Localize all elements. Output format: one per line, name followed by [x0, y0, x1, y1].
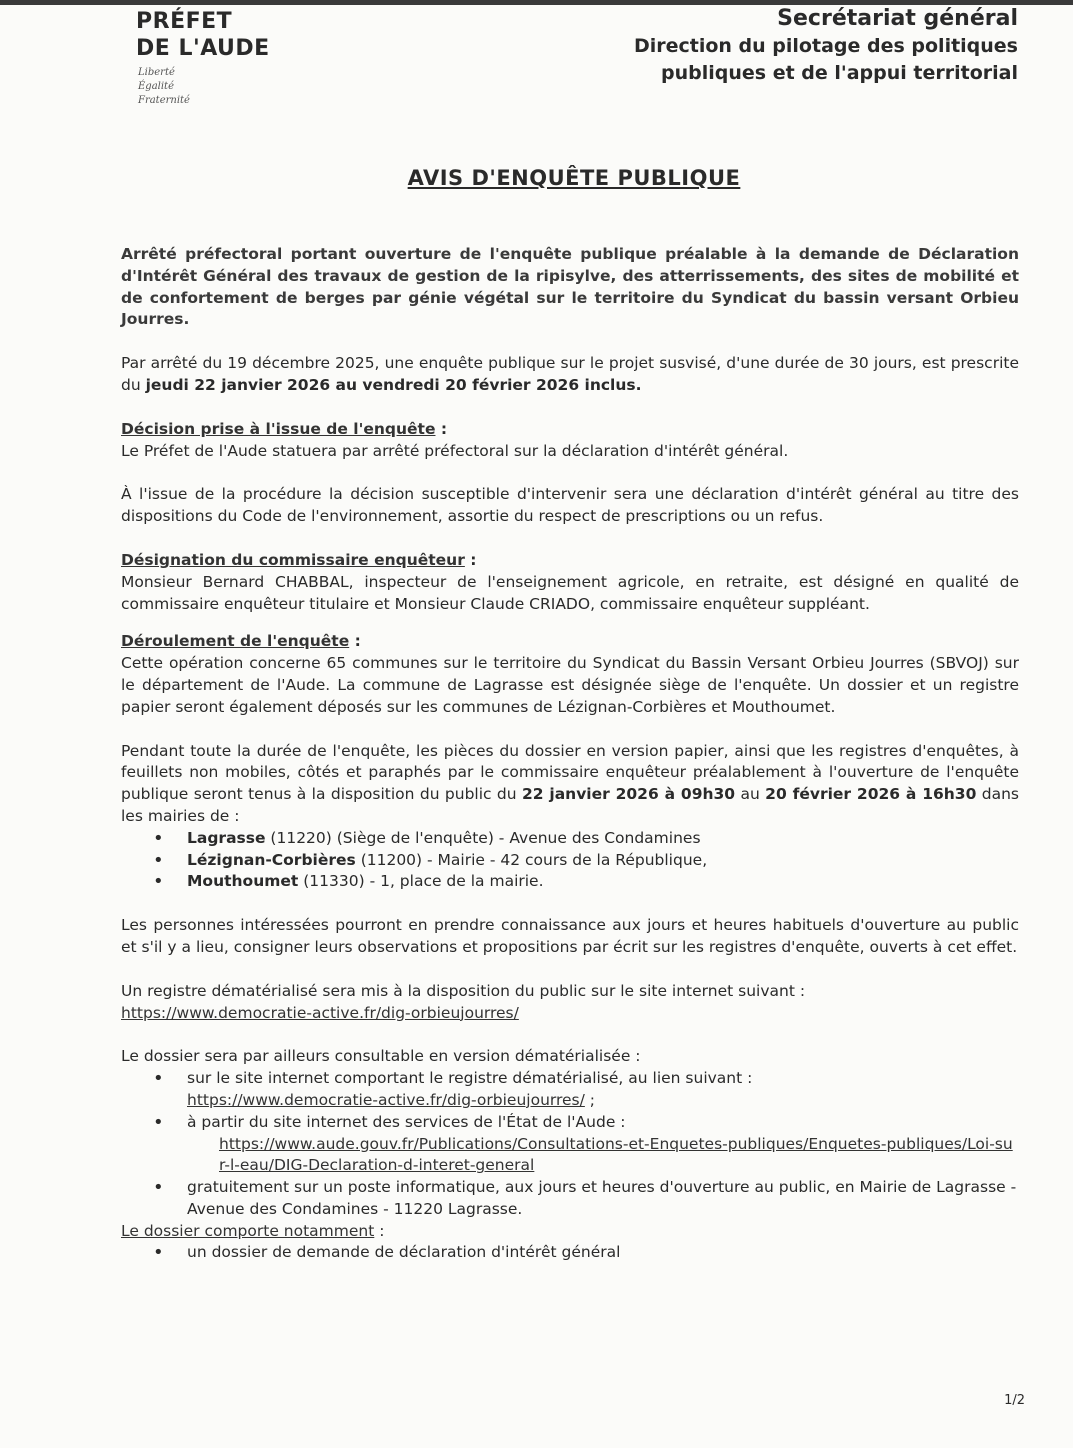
list-item — [121, 1112, 1019, 1177]
deroulement-paragraph-1: Cette opération concerne 65 communes sur le territoire du Syndicat du Bassin Versant Orbieu Jourres (SBVOJ) sur le département de l'Aude. La commune de Lagrasse est désignée siège de l'enquête. Un dossier et un registre papier seront également déposés sur les communes de Lézignan-Corbières et Mouthoumet. — [121, 654, 1019, 716]
list-item — [121, 850, 1019, 872]
registre-link[interactable]: https://www.democratie-active.fr/dig-orbieujourres/ — [121, 1003, 519, 1022]
secretariat-general: Secrétariat général — [777, 6, 1018, 31]
notice-body — [121, 244, 1019, 1264]
list-item: • un dossier de demande de déclaration d'intérêt général — [121, 1242, 1019, 1264]
p2-date-start: 22 janvier 2026 à 09h30 — [521, 785, 736, 804]
list-item — [121, 1068, 1019, 1112]
direction-line-2: publiques et de l'appui territorial — [661, 62, 1018, 84]
issuing-service — [634, 5, 1018, 87]
registre-link-line — [121, 1003, 1019, 1025]
dossier-heading-colon: : — [374, 1221, 385, 1240]
consult-text: à partir du site internet des services de l'État de l'Aude : — [187, 1112, 626, 1131]
motto-egalite: Égalité — [138, 81, 174, 92]
prefecture-logo-text — [136, 8, 270, 62]
p2-text-b: au — [735, 785, 766, 804]
deroulement-paragraph-4: Un registre dématérialisé sera mis à la disposition du public sur le site internet suivant : — [121, 981, 806, 1000]
consult-text: gratuitement sur un poste informatique, aux jours et heures d'ouverture au public, en Mairie de Lagrasse - Avenue des Condamines - 11220 Lagrasse. — [187, 1178, 1017, 1218]
consult-after: ; — [584, 1090, 596, 1109]
arrete-paragraph — [121, 353, 1019, 397]
page-number: 1/2 — [1004, 1393, 1025, 1408]
dossier-heading — [121, 1221, 1019, 1243]
deroulement-paragraph-2 — [121, 741, 1019, 828]
motto-liberte: Liberté — [138, 67, 175, 78]
deroulement-paragraph-5: Le dossier sera par ailleurs consultable en version dématérialisée : — [121, 1047, 641, 1066]
decision-heading — [121, 419, 1019, 441]
dossier-list — [121, 1242, 1019, 1264]
mairie-name: Lagrasse — [187, 828, 266, 847]
mairie-name: Lézignan-Corbières — [187, 850, 356, 869]
mairies-list — [121, 828, 1019, 893]
prefet-line-1: PRÉFET — [136, 9, 233, 34]
designation-heading — [121, 550, 1019, 572]
mairie-name: Mouthoumet — [187, 872, 299, 891]
decision-paragraph-1: Le Préfet de l'Aude statuera par arrêté préfectoral sur la déclaration d'intérêt général. — [121, 441, 789, 460]
mairie-detail: (11330) - 1, place de la mairie. — [298, 872, 544, 891]
list-item — [121, 828, 1019, 850]
arrete-text: Par arrêté du 19 décembre 2025, une enquête publique sur le projet susvisé, d'une durée de 30 jours, est prescrite du — [121, 354, 1019, 394]
designation-paragraph: Monsieur Bernard CHABBAL, inspecteur de l'enseignement agricole, en retraite, est désigné en qualité de commissaire enquêteur titulaire et Monsieur Claude CRIADO, commissaire enquêteur suppléant. — [121, 572, 1019, 613]
prefet-line-2: DE L'AUDE — [136, 36, 270, 61]
consult-text: sur le site internet comportant le registre dématérialisé, au lien suivant : — [187, 1069, 753, 1088]
decision-paragraph-2: À l'issue de la procédure la décision susceptible d'intervenir sera une déclaration d'intérêt général au titre des dispositions du Code de l'environnement, assortie du respect de prescriptions ou un refus. — [121, 485, 1019, 526]
mairie-detail: (11220) (Siège de l'enquête) - Avenue des Condamines — [265, 828, 701, 847]
direction-line-1: Direction du pilotage des politiques — [633, 35, 1018, 57]
deroulement-heading-colon: : — [349, 632, 361, 651]
list-item — [121, 871, 1019, 893]
deroulement-paragraph-3: Les personnes intéressées pourront en prendre connaissance aux jours et heures habituels d'ouverture au public et s'il y a lieu, consigner leurs observations et propositions par écrit sur les registres d'enquête, ouverts à cet effet. — [121, 916, 1019, 956]
consult-link[interactable]: https://www.democratie-active.fr/dig-orbieujourres/ — [187, 1090, 585, 1109]
arrete-dates: jeudi 22 janvier 2026 au vendredi 20 février 2026 inclus. — [145, 375, 642, 394]
consult-link[interactable]: https://www.aude.gouv.fr/Publications/Consultations-et-Enquetes-publiques/Enquetes-publiques/Loi-sur-l-eau/DIG-Declaration-d-interet-general — [219, 1134, 1013, 1175]
deroulement-heading-text: Déroulement de l'enquête — [121, 632, 350, 651]
designation-heading-text: Désignation du commissaire enquêteur — [121, 550, 465, 569]
p2-text-c: dans les mairies de : — [121, 785, 1020, 825]
notice-title: AVIS D'ENQUÊTE PUBLIQUE — [407, 166, 741, 190]
motto-fraternite: Fraternité — [138, 95, 190, 106]
decision-heading-colon: : — [435, 419, 448, 438]
consultation-list — [121, 1068, 1019, 1221]
republic-motto — [138, 66, 190, 108]
deroulement-heading — [121, 631, 1019, 653]
p2-text-a: Pendant toute la durée de l'enquête, les pièces du dossier en version papier, ainsi que les registres d'enquêtes, à feuillets non mobiles, côtés et paraphés par le commissaire enquêteur préalablement à l'ouverture de l'enquête publique seront tenus à la disposition du public du — [121, 741, 1019, 804]
mairie-detail: (11200) - Mairie - 42 cours de la République, — [355, 850, 708, 869]
p2-date-end: 20 février 2026 à 16h30 — [765, 785, 977, 804]
intro-paragraph: Arrêté préfectoral portant ouverture de l'enquête publique préalable à la demande de Déclaration d'Intérêt Général des travaux de gestion de la ripisylve, des atterrissements, des sites de mobilité et de confortement de berges par génie végétal sur le territoire du Syndicat du bassin versant Orbieu Jourres. — [121, 245, 1019, 329]
decision-heading-text: Décision prise à l'issue de l'enquête — [121, 419, 436, 438]
list-item — [121, 1177, 1019, 1221]
dossier-heading-text: Le dossier comporte notamment — [121, 1221, 375, 1240]
designation-heading-colon: : — [464, 550, 477, 569]
